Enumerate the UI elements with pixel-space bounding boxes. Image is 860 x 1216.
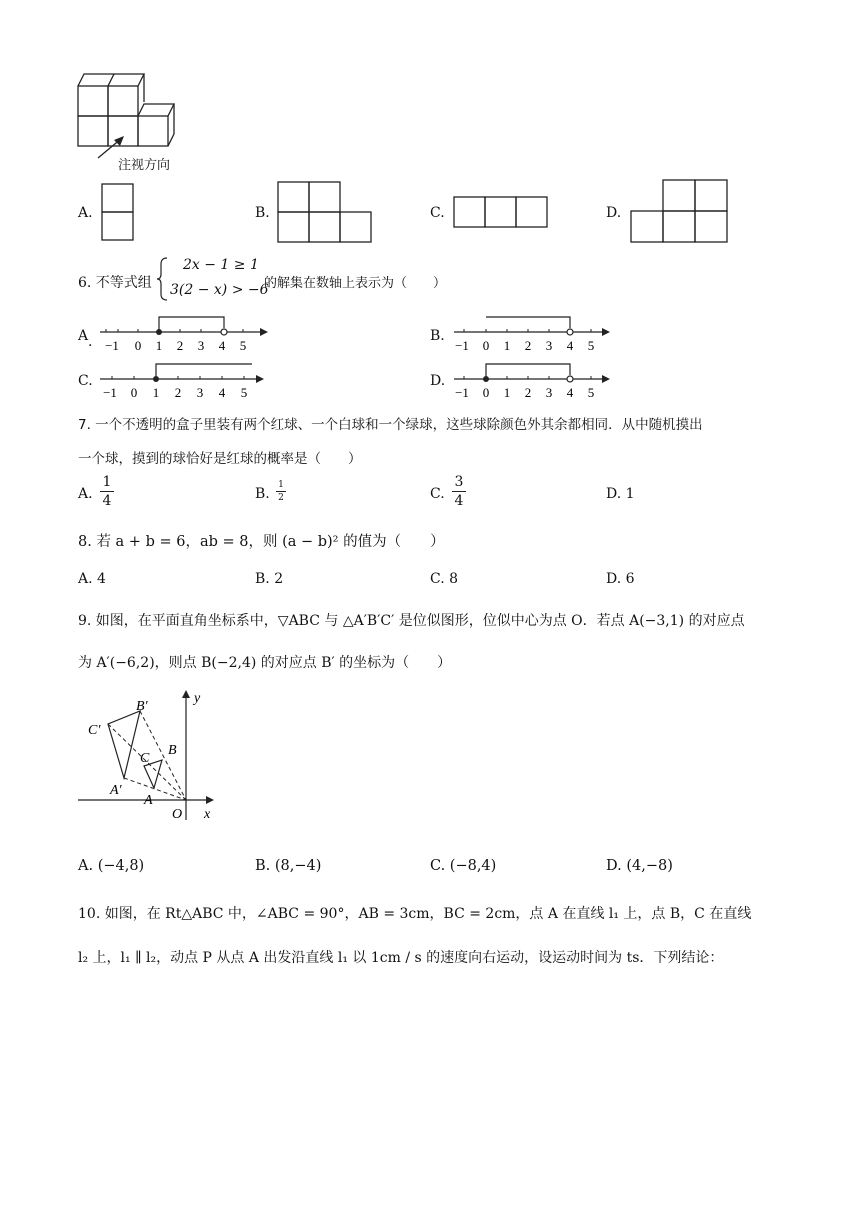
svg-text:2: 2 xyxy=(176,338,184,353)
svg-text:4: 4 xyxy=(566,338,574,353)
svg-text:0: 0 xyxy=(482,338,490,353)
q7-line-2: 一个球，摸到的球恰好是红球的概率是（ ） xyxy=(78,451,362,467)
label-a: A xyxy=(144,793,153,808)
q6-option-b-numberline xyxy=(446,312,626,354)
q8-option-a[interactable]: A. 4 xyxy=(78,571,106,587)
svg-text:5: 5 xyxy=(587,338,595,353)
q6-prefix: 6. 不等式组 xyxy=(78,275,152,291)
q9-figure xyxy=(74,688,224,824)
q8-option-c[interactable]: C. 8 xyxy=(430,571,459,587)
q7-option-b-label[interactable]: B. xyxy=(255,486,270,502)
svg-text:1: 1 xyxy=(503,385,511,400)
label-c-prime: C′ xyxy=(88,723,101,738)
label-o: O xyxy=(172,807,183,822)
label-x: x xyxy=(204,807,211,822)
svg-text:1: 1 xyxy=(155,338,163,353)
q6-suffix: 的解集在数轴上表示为（ ） xyxy=(264,276,447,291)
q7-line-1: 7. 一个不透明的盒子里装有两个红球、一个白球和一个绿球，这些球除颜色外其余都相同．从中随机摸出 xyxy=(78,417,703,433)
q9-option-a[interactable]: A. (−4,8) xyxy=(78,858,145,874)
q6-inequality-1: 2x − 1 ≥ 1 xyxy=(183,257,259,273)
svg-text:4: 4 xyxy=(566,385,574,400)
svg-text:4: 4 xyxy=(218,338,226,353)
q7-c-denominator: 4 xyxy=(454,493,464,509)
svg-text:1: 1 xyxy=(503,338,511,353)
svg-text:−1: −1 xyxy=(103,385,117,400)
label-b: B xyxy=(168,743,177,758)
q10-line-1: 10. 如图，在 Rt△ABC 中，∠ABC = 90°，AB = 3cm，BC = 2cm，点 A 在直线 l₁ 上，点 B，C 在直线 xyxy=(78,906,752,922)
q5-option-a-label[interactable]: A. xyxy=(78,205,93,221)
svg-text:4: 4 xyxy=(218,385,226,400)
svg-text:2: 2 xyxy=(524,338,532,353)
q10-line-2: l₂ 上，l₁ ∥ l₂，动点 P 从点 A 出发沿直线 l₁ 以 1cm / s 的速度向右运动，设运动时间为 ts．下列结论： xyxy=(78,950,724,966)
svg-text:0: 0 xyxy=(482,385,490,400)
q8-option-d[interactable]: D. 6 xyxy=(606,571,635,587)
q6-brace xyxy=(156,256,170,302)
svg-text:3: 3 xyxy=(545,338,553,353)
q6-option-a-label[interactable]: A xyxy=(78,328,89,344)
q5-option-a-figure xyxy=(100,182,136,242)
q8-option-b[interactable]: B. 2 xyxy=(255,571,284,587)
q6-option-c-label[interactable]: C. xyxy=(78,373,93,389)
svg-text:3: 3 xyxy=(545,385,553,400)
q7-option-a-fraction xyxy=(100,474,114,509)
q7-a-denominator: 4 xyxy=(102,493,112,509)
svg-text:2: 2 xyxy=(524,385,532,400)
q7-option-a-label[interactable]: A. xyxy=(78,486,93,502)
q7-b-denominator: 2 xyxy=(278,493,284,503)
q9-line-2: 为 A′(−6,2)，则点 B(−2,4) 的对应点 B′ 的坐标为（ ） xyxy=(78,655,452,671)
svg-text:1: 1 xyxy=(152,385,160,400)
q6-option-a-numberline xyxy=(92,312,272,354)
label-c: C xyxy=(140,751,150,766)
label-b-prime: B′ xyxy=(136,699,148,714)
q9-option-b[interactable]: B. (8,−4) xyxy=(255,858,322,874)
view-direction-label: 注视方向 xyxy=(118,158,171,173)
q7-b-numerator: 1 xyxy=(278,480,284,490)
svg-text:−1: −1 xyxy=(455,385,469,400)
q9-line-1: 9. 如图，在平面直角坐标系中，▽ABC 与 △A′B′C′ 是位似图形，位似中心为点 O．若点 A(−3,1) 的对应点 xyxy=(78,613,745,629)
q6-option-c-numberline xyxy=(92,359,272,401)
q8-question: 8. 若 a + b = 6，ab = 8，则 (a − b)² 的值为（ ） xyxy=(78,534,445,550)
label-y: y xyxy=(194,691,201,706)
svg-text:5: 5 xyxy=(587,385,595,400)
q9-option-d[interactable]: D. (4,−8) xyxy=(606,858,673,874)
svg-text:5: 5 xyxy=(240,385,248,400)
triangle-a1b1c1 xyxy=(108,711,140,778)
q6-option-d-label[interactable]: D. xyxy=(430,373,446,389)
svg-text:3: 3 xyxy=(196,385,204,400)
svg-text:2: 2 xyxy=(174,385,182,400)
q7-option-c-fraction xyxy=(452,474,466,509)
svg-text:5: 5 xyxy=(239,338,247,353)
q5-option-d-label[interactable]: D. xyxy=(606,205,622,221)
q7-a-numerator: 1 xyxy=(102,474,112,490)
svg-text:3: 3 xyxy=(197,338,205,353)
q6-option-a-dot: . xyxy=(88,334,93,350)
q6-inequality-2: 3(2 − x) > −6 xyxy=(170,282,269,298)
svg-text:−1: −1 xyxy=(105,338,119,353)
q6-option-d-numberline xyxy=(446,359,626,401)
q7-option-b-fraction xyxy=(276,480,286,503)
q7-c-numerator: 3 xyxy=(454,474,464,490)
q5-option-b-label[interactable]: B. xyxy=(255,205,270,221)
svg-text:−1: −1 xyxy=(455,338,469,353)
svg-text:0: 0 xyxy=(134,338,142,353)
svg-text:0: 0 xyxy=(130,385,138,400)
q5-option-d-figure xyxy=(628,178,730,246)
q6-option-b-label[interactable]: B. xyxy=(430,328,445,344)
q9-option-c[interactable]: C. (−8,4) xyxy=(430,858,497,874)
label-a-prime: A′ xyxy=(110,783,122,798)
q7-option-d[interactable]: D. 1 xyxy=(606,486,635,502)
q5-option-c-label[interactable]: C. xyxy=(430,205,445,221)
q5-option-b-figure xyxy=(276,180,376,246)
q5-option-c-figure xyxy=(452,195,550,229)
q7-option-c-label[interactable]: C. xyxy=(430,486,445,502)
